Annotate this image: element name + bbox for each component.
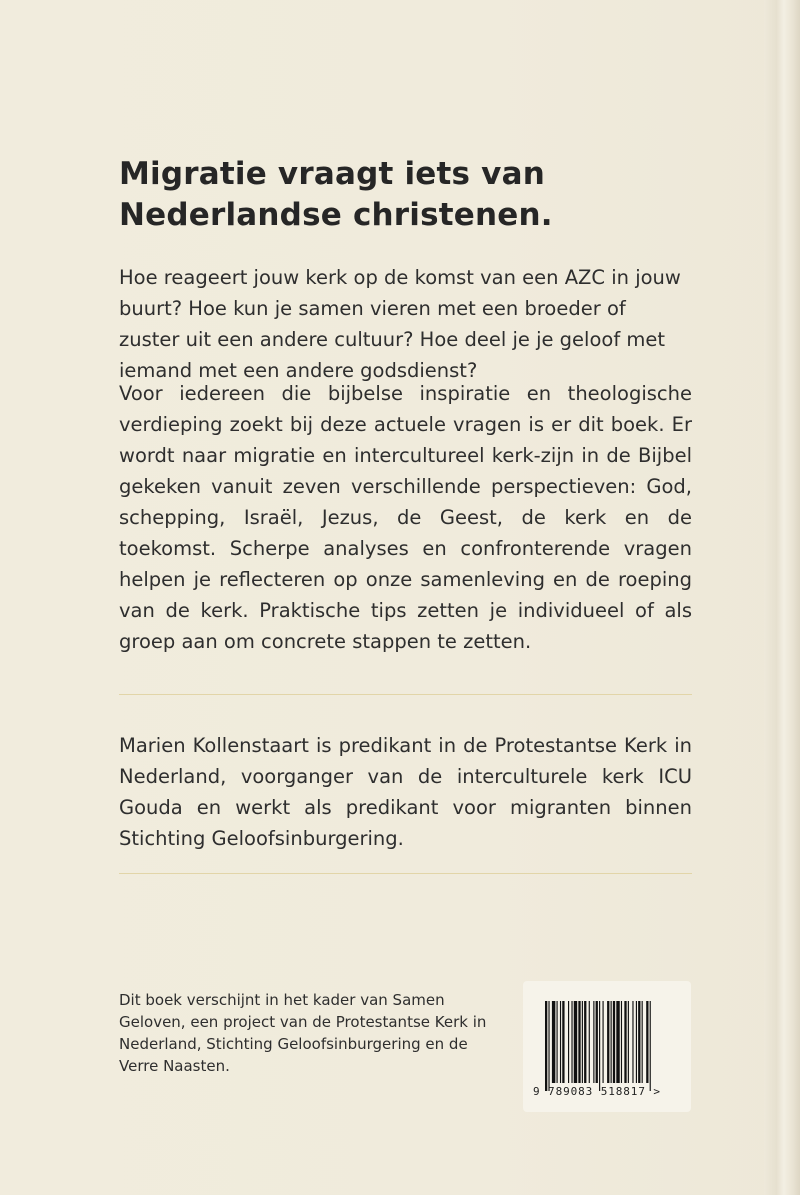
barcode-bar <box>646 1001 648 1083</box>
barcode-bar <box>599 1001 600 1091</box>
barcode-bar <box>589 1001 590 1083</box>
barcode-bar <box>584 1001 586 1083</box>
barcode-bar <box>613 1001 615 1083</box>
divider-top <box>119 694 692 695</box>
barcode-bar <box>616 1001 619 1083</box>
barcode-bar <box>636 1001 637 1083</box>
barcode-bar <box>638 1001 640 1083</box>
barcode-bar <box>621 1001 622 1083</box>
barcode-bar <box>624 1001 626 1083</box>
barcode-bar <box>607 1001 609 1083</box>
barcode-bar <box>548 1001 549 1091</box>
isbn-digits: 9 789083 518817 > <box>533 1085 661 1098</box>
barcode-bar <box>562 1001 564 1083</box>
barcode-bar <box>571 1001 572 1083</box>
author-bio: Marien Kollenstaart is predikant in de Protestantse Kerk in Nederland, voorganger van de interculturele kerk ICU Gouda en werkt als predikant voor migranten binnen Stichting Geloofsinburgering. <box>119 734 692 850</box>
barcode-bar <box>560 1001 561 1083</box>
barcode-bar <box>603 1001 604 1083</box>
publisher-note: Dit boek verschijnt in het kader van Samen Geloven, een project van de Protestantse Kerk in Nederland, Stichting Geloofsinburgering en de Verre Naasten. <box>119 991 487 1075</box>
intro-questions: Hoe reageert jouw kerk op de komst van een AZC in jouw buurt? Hoe kun je samen vieren met een broeder of zuster uit een andere cultuur? Hoe deel je je geloof met iemand met een andere godsdienst? <box>119 266 681 382</box>
isbn-barcode <box>523 981 691 1112</box>
barcode-bar <box>578 1001 580 1083</box>
book-description: Voor iedereen die bijbelse inspiratie en theologische verdieping zoekt bij deze actuele vragen is er dit boek. Er wordt naar migratie en intercultureel kerk-zijn in de Bijbel gekeken vanuit zeven verschillende perspectieven: God, schepping, Israël, Jezus, de Geest, de kerk en de toekomst. Scherpe analyses en confronterende vragen helpen je reflecteren op onze samenleving en de roeping van de kerk. Praktische tips zetten je individueel of als groep aan om concrete stappen te zetten. <box>119 382 692 653</box>
barcode-bar <box>628 1001 629 1083</box>
barcode-bar <box>557 1001 558 1083</box>
barcode-bar <box>642 1001 643 1083</box>
barcode-bar <box>552 1001 555 1083</box>
cover-heading: Migratie vraagt iets van Nederlandse christenen. <box>119 156 553 233</box>
barcode-bar <box>593 1001 594 1083</box>
barcode-bar <box>568 1001 569 1083</box>
barcode-bar <box>596 1001 598 1083</box>
barcode-bar <box>582 1001 583 1083</box>
page-edge <box>764 0 800 1195</box>
barcode-bar <box>632 1001 633 1083</box>
barcode-bar <box>545 1001 547 1091</box>
divider-bottom <box>119 873 692 874</box>
barcode-bar <box>574 1001 577 1083</box>
barcode-bar <box>650 1001 651 1091</box>
barcode-bar <box>611 1001 612 1083</box>
